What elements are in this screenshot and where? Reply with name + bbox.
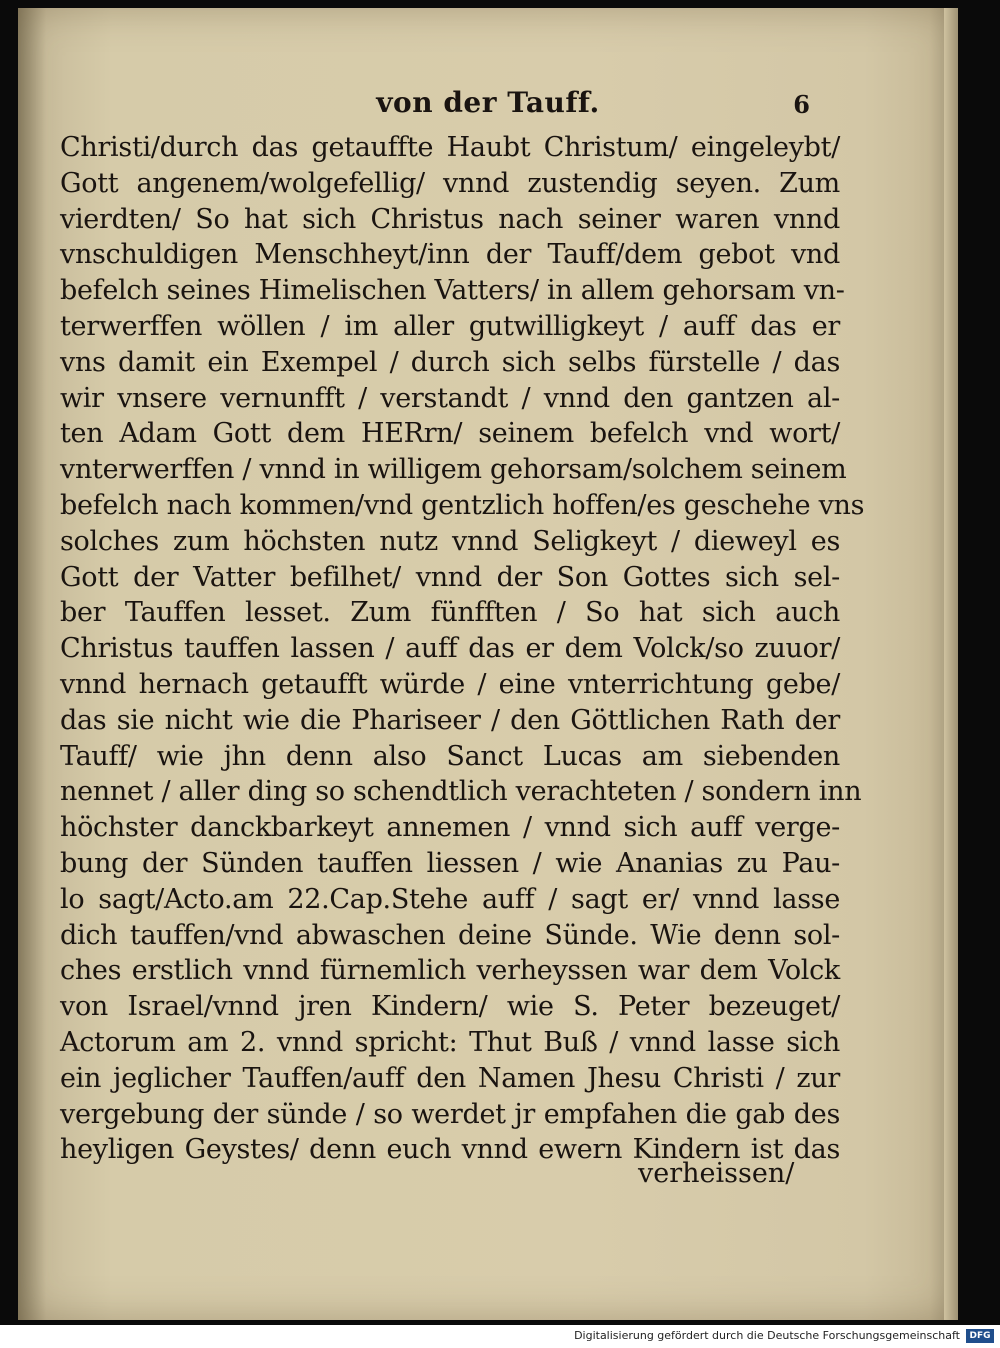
catchword: verheissen/ — [638, 1158, 795, 1189]
text-line: von Israel/vnnd jren Kindern/ wie S. Peter bezeuget/ — [60, 991, 840, 1023]
text-line: befelch seines Himelischen Vatters/ in allem gehorsam vn- — [60, 275, 845, 307]
book-page — [18, 8, 958, 1320]
text-line: terwerffen wöllen / im aller gutwilligkeyt / auff das er — [60, 310, 840, 342]
footer-bar — [0, 1325, 1000, 1348]
text-line: vns damit ein Exempel / durch sich selbs fürstelle / das — [60, 346, 840, 378]
text-line: Gott angenem/wolgefellig/ vnnd zustendig seyen. Zum — [60, 167, 840, 199]
text-line: befelch nach kommen/vnd gentzlich hoffen/es geschehe vns — [60, 489, 865, 521]
text-line: höchster danckbarkeyt annemen / vnnd sich auff verge- — [60, 812, 840, 844]
funding-credit: Digitalisierung gefördert durch die Deutsche Forschungsgemeinschaft — [574, 1329, 960, 1342]
text-line: das sie nicht wie die Phariseer / den Göttlichen Rath der — [60, 704, 840, 736]
text-line: wir vnsere vernunfft / verstandt / vnnd den gantzen al- — [60, 382, 840, 414]
text-line: ten Adam Gott dem HERrn/ seinem befelch vnd wort/ — [60, 418, 840, 450]
text-line: bung der Sünden tauffen liessen / wie Ananias zu Pau- — [60, 847, 840, 879]
text-line: Christi/durch das getauffte Haubt Christum/ eingeleybt/ — [60, 132, 840, 163]
text-line: ein jeglicher Tauffen/auff den Namen Jhesu Christi / zur — [60, 1062, 840, 1094]
folio-number: 6 — [793, 90, 810, 119]
text-line: vnschuldigen Menschheyt/inn der Tauff/dem gebot vnd — [60, 239, 840, 271]
text-line: Tauff/ wie jhn denn also Sanct Lucas am siebenden — [60, 740, 840, 772]
text-line: solches zum höchsten nutz vnnd Seligkeyt / dieweyl es — [60, 525, 840, 557]
text-line: Christus tauffen lassen / auff das er dem Volck/so zuuor/ — [60, 633, 840, 665]
text-line: heyligen Geystes/ denn euch vnnd ewern Kindern ist das — [60, 1134, 840, 1166]
text-line: nennet / aller ding so schendtlich verachteten / sondern inn — [60, 776, 862, 808]
text-line: vnterwerffen / vnnd in willigem gehorsam/solchem seinem — [60, 454, 847, 486]
dfg-logo-icon: DFG — [966, 1329, 994, 1343]
text-line: Actorum am 2. vnnd spricht: Thut Buß / vnnd lasse sich — [60, 1026, 840, 1058]
text-line: vnnd hernach getaufft würde / eine vnterrichtung gebe/ — [60, 668, 840, 700]
text-line: ches erstlich vnnd fürnemlich verheyssen war dem Volck — [60, 955, 840, 987]
running-head: von der Tauff. — [376, 86, 600, 119]
text-line: vierdten/ So hat sich Christus nach seiner waren vnnd — [60, 203, 840, 235]
text-line: ber Tauffen lesset. Zum fünfften / So hat sich auch — [60, 597, 840, 629]
text-line: dich tauffen/vnd abwaschen deine Sünde. Wie denn sol- — [60, 919, 840, 951]
page-edge — [944, 8, 958, 1320]
body-text — [60, 130, 865, 1168]
text-line: vergebung der sünde / so werdet jr empfahen die gab des — [60, 1098, 840, 1130]
text-line: Gott der Vatter befilhet/ vnnd der Son Gottes sich sel- — [60, 561, 840, 593]
text-line: lo sagt/Acto.am 22.Cap.Stehe auff / sagt er/ vnnd lasse — [60, 883, 840, 915]
